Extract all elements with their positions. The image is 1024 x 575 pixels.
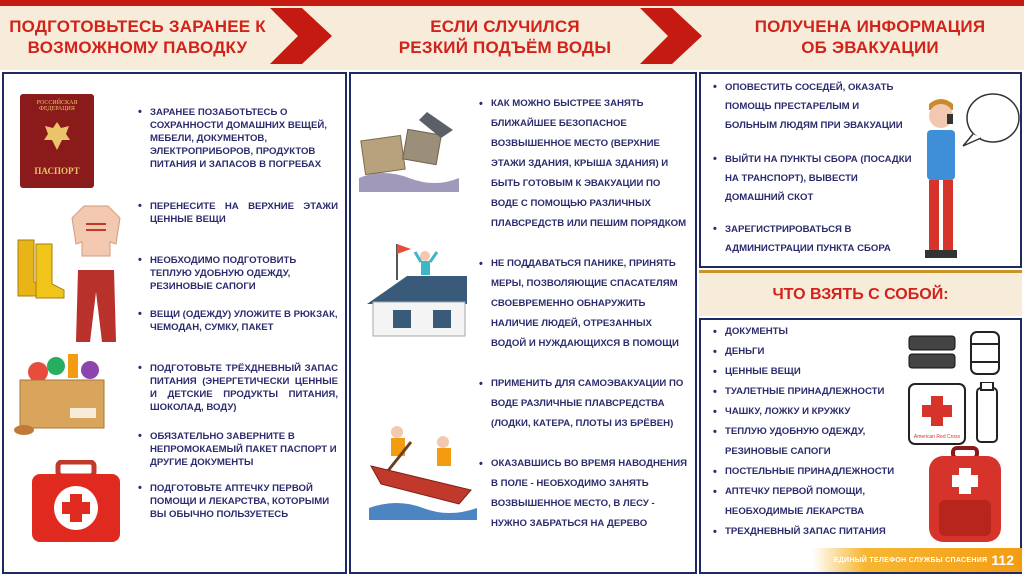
evacuation-panel <box>699 72 1022 268</box>
emergency-phone-text: ЕДИНЫЙ ТЕЛЕФОН СЛУЖБЫ СПАСЕНИЯ <box>833 556 988 564</box>
list-item: • ТЕПЛУЮ УДОБНУЮ ОДЕЖДУ, РЕЗИНОВЫЕ САПОГИ <box>713 422 903 462</box>
list-item: • ОБЯЗАТЕЛЬНО ЗАВЕРНИТЕ В НЕПРОМОКАЕМЫЙ ПАКЕТ ПАСПОРТ И ДРУГИЕ ДОКУМЕНТЫ <box>138 430 338 469</box>
trousers-icon <box>74 268 118 344</box>
food-box-icon <box>10 350 114 436</box>
man-phone-icon <box>913 96 969 264</box>
list-item: • ДОКУМЕНТЫ <box>713 322 903 342</box>
emblem-icon <box>42 120 72 152</box>
list-item: • ПОДГОТОВЬТЕ ТРЁХДНЕВНЫЙ ЗАПАС ПИТАНИЯ (ЭНЕРГЕТИЧЕСКИ ЦЕННЫЕ И ДЕТСКИЕ ПРОДУКТЫ ПИТАНИЯ, ШОКОЛАД, ВОДУ) <box>138 362 338 414</box>
list-item: • ПОСТЕЛЬНЫЕ ПРИНАДЛЕЖНОСТИ <box>713 462 903 482</box>
list-item: • ЗАРАНЕЕ ПОЗАБОТЬТЕСЬ О СОХРАННОСТИ ДОМАШНИХ ВЕЩЕЙ, МЕБЕЛИ, ДОКУМЕНТОВ, ЭЛЕКТРОПРИБОРОВ, ПРОДУКТОВ ПИТАНИЯ И ЗАПАСОВ В ПОГРЕБАХ <box>138 106 338 171</box>
passport-icon <box>20 94 94 188</box>
list-item: • ОПОВЕСТИТЬ СОСЕДЕЙ, ОКАЗАТЬ ПОМОЩЬ ПРЕСТАРЕЛЫМ И БОЛЬНЫМ ЛЮДЯМ ПРИ ЭВАКУАЦИИ <box>713 78 913 135</box>
list-item: • ВЕЩИ (ОДЕЖДУ) УЛОЖИТЕ В РЮКЗАК, ЧЕМОДАН, СУМКУ, ПАКЕТ <box>138 308 338 334</box>
prepare-panel <box>2 72 347 574</box>
flood-panel <box>349 72 697 574</box>
header-banner <box>0 0 1024 70</box>
rubber-boots-icon <box>12 238 68 300</box>
batteries-icon <box>905 330 1005 378</box>
list-item: • ПЕРЕНЕСИТЕ НА ВЕРХНИЕ ЭТАЖИ ЦЕННЫЕ ВЕЩИ <box>138 200 338 226</box>
header-top-strip <box>0 0 1024 6</box>
passport-label: ПАСПОРТ <box>34 166 80 176</box>
col2-title: ЕСЛИ СЛУЧИЛСЯ РЕЗКИЙ ПОДЪЁМ ВОДЫ <box>398 17 612 57</box>
list-item: • НЕОБХОДИМО ПОДГОТОВИТЬ ТЕПЛУЮ УДОБНУЮ ОДЕЖДУ, РЕЗИНОВЫЕ САПОГИ <box>138 254 338 293</box>
list-item: • НЕ ПОДДАВАТЬСЯ ПАНИКЕ, ПРИНЯТЬ МЕРЫ, ПОЗВОЛЯЮЩИЕ СПАСАТЕЛЯМ СВОЕВРЕМЕННО ОБНАРУЖИТЬ НАЛИЧИЕ ЛЮДЕЙ, ОТРЕЗАННЫХ ВОДОЙ И НУЖДАЮЩИХСЯ В ПОМОЩИ <box>479 254 689 354</box>
take-with-panel <box>699 318 1022 574</box>
take-with-title: ЧТО ВЗЯТЬ С СОБОЙ: <box>699 270 1022 316</box>
list-item: • КАК МОЖНО БЫСТРЕЕ ЗАНЯТЬ БЛИЖАЙШЕЕ БЕЗОПАСНОЕ ВОЗВЫШЕННОЕ МЕСТО (ВЕРХНИЕ ЭТАЖИ ЗДАНИЯ, КРЫША ЗДАНИЯ) И БЫТЬ ГОТОВЫМ К ЭВАКУАЦИИ ПО ВОДЕ С ПОМОЩЬЮ РАЗЛИЧНЫХ ПЛАВСРЕДСТВ ИЛИ ПЕШИМ ПОРЯДКОМ <box>479 94 689 234</box>
list-item: • ДЕНЬГИ <box>713 342 903 362</box>
first-aid-box-icon <box>905 382 1005 448</box>
flood-debris-icon <box>357 108 461 192</box>
list-item: • ПРИМЕНИТЬ ДЛЯ САМОЭВАКУАЦИИ ПО ВОДЕ РАЗЛИЧНЫЕ ПЛАВСРЕДСТВА (ЛОДКИ, КАТЕРА, ПЛОТЫ ИЗ БРЁВЕН) <box>479 374 689 434</box>
col1-title: ПОДГОТОВЬТЕСЬ ЗАРАНЕЕ К ВОЗМОЖНОМУ ПАВОДКУ <box>9 17 266 57</box>
list-item: • ТУАЛЕТНЫЕ ПРИНАДЛЕЖНОСТИ <box>713 382 903 402</box>
sweater-icon <box>70 204 122 258</box>
col3-title: ПОЛУЧЕНА ИНФОРМАЦИЯ ОБ ЭВАКУАЦИИ <box>754 17 986 57</box>
list-item: • ПОДГОТОВЬТЕ АПТЕЧКУ ПЕРВОЙ ПОМОЩИ И ЛЕКАРСТВА, КОТОРЫМИ ВЫ ОБЫЧНО ПОЛЬЗУЕТЕСЬ <box>138 482 338 521</box>
emergency-phone-banner <box>812 548 1022 572</box>
list-item: • ЗАРЕГИСТРИРОВАТЬСЯ В АДМИНИСТРАЦИИ ПУНКТА СБОРА <box>713 220 913 258</box>
list-item: • ЦЕННЫЕ ВЕЩИ <box>713 362 903 382</box>
first-aid-kit-icon <box>28 460 124 546</box>
list-item: • ОКАЗАВШИСЬ ВО ВРЕМЯ НАВОДНЕНИЯ В ПОЛЕ - НЕОБХОДИМО ЗАНЯТЬ ВОЗВЫШЕННОЕ МЕСТО, В ЛЕСУ - НУЖНО ЗАБРАТЬСЯ НА ДЕРЕВО <box>479 454 689 534</box>
list-item: • ЧАШКУ, ЛОЖКУ И КРУЖКУ <box>713 402 903 422</box>
passport-top-text: РОССИЙСКАЯ ФЕДЕРАЦИЯ <box>36 100 78 112</box>
rescue-boat-icon <box>367 412 479 522</box>
backpack-icon <box>923 446 1007 546</box>
list-item: • ТРЕХДНЕВНЫЙ ЗАПАС ПИТАНИЯ <box>713 522 903 542</box>
list-item: • ВЫЙТИ НА ПУНКТЫ СБОРА (ПОСАДКИ НА ТРАНСПОРТ), ВЫВЕСТИ ДОМАШНИЙ СКОТ <box>713 150 913 207</box>
house-rooftop-icon <box>363 240 471 340</box>
list-item: • АПТЕЧКУ ПЕРВОЙ ПОМОЩИ, НЕОБХОДИМЫЕ ЛЕКАРСТВА <box>713 482 903 522</box>
chevron-right-icon <box>640 8 702 64</box>
chevron-right-icon <box>270 8 332 64</box>
kit-label: American Red Cross <box>913 434 961 440</box>
emergency-phone-number: 112 <box>991 552 1014 568</box>
